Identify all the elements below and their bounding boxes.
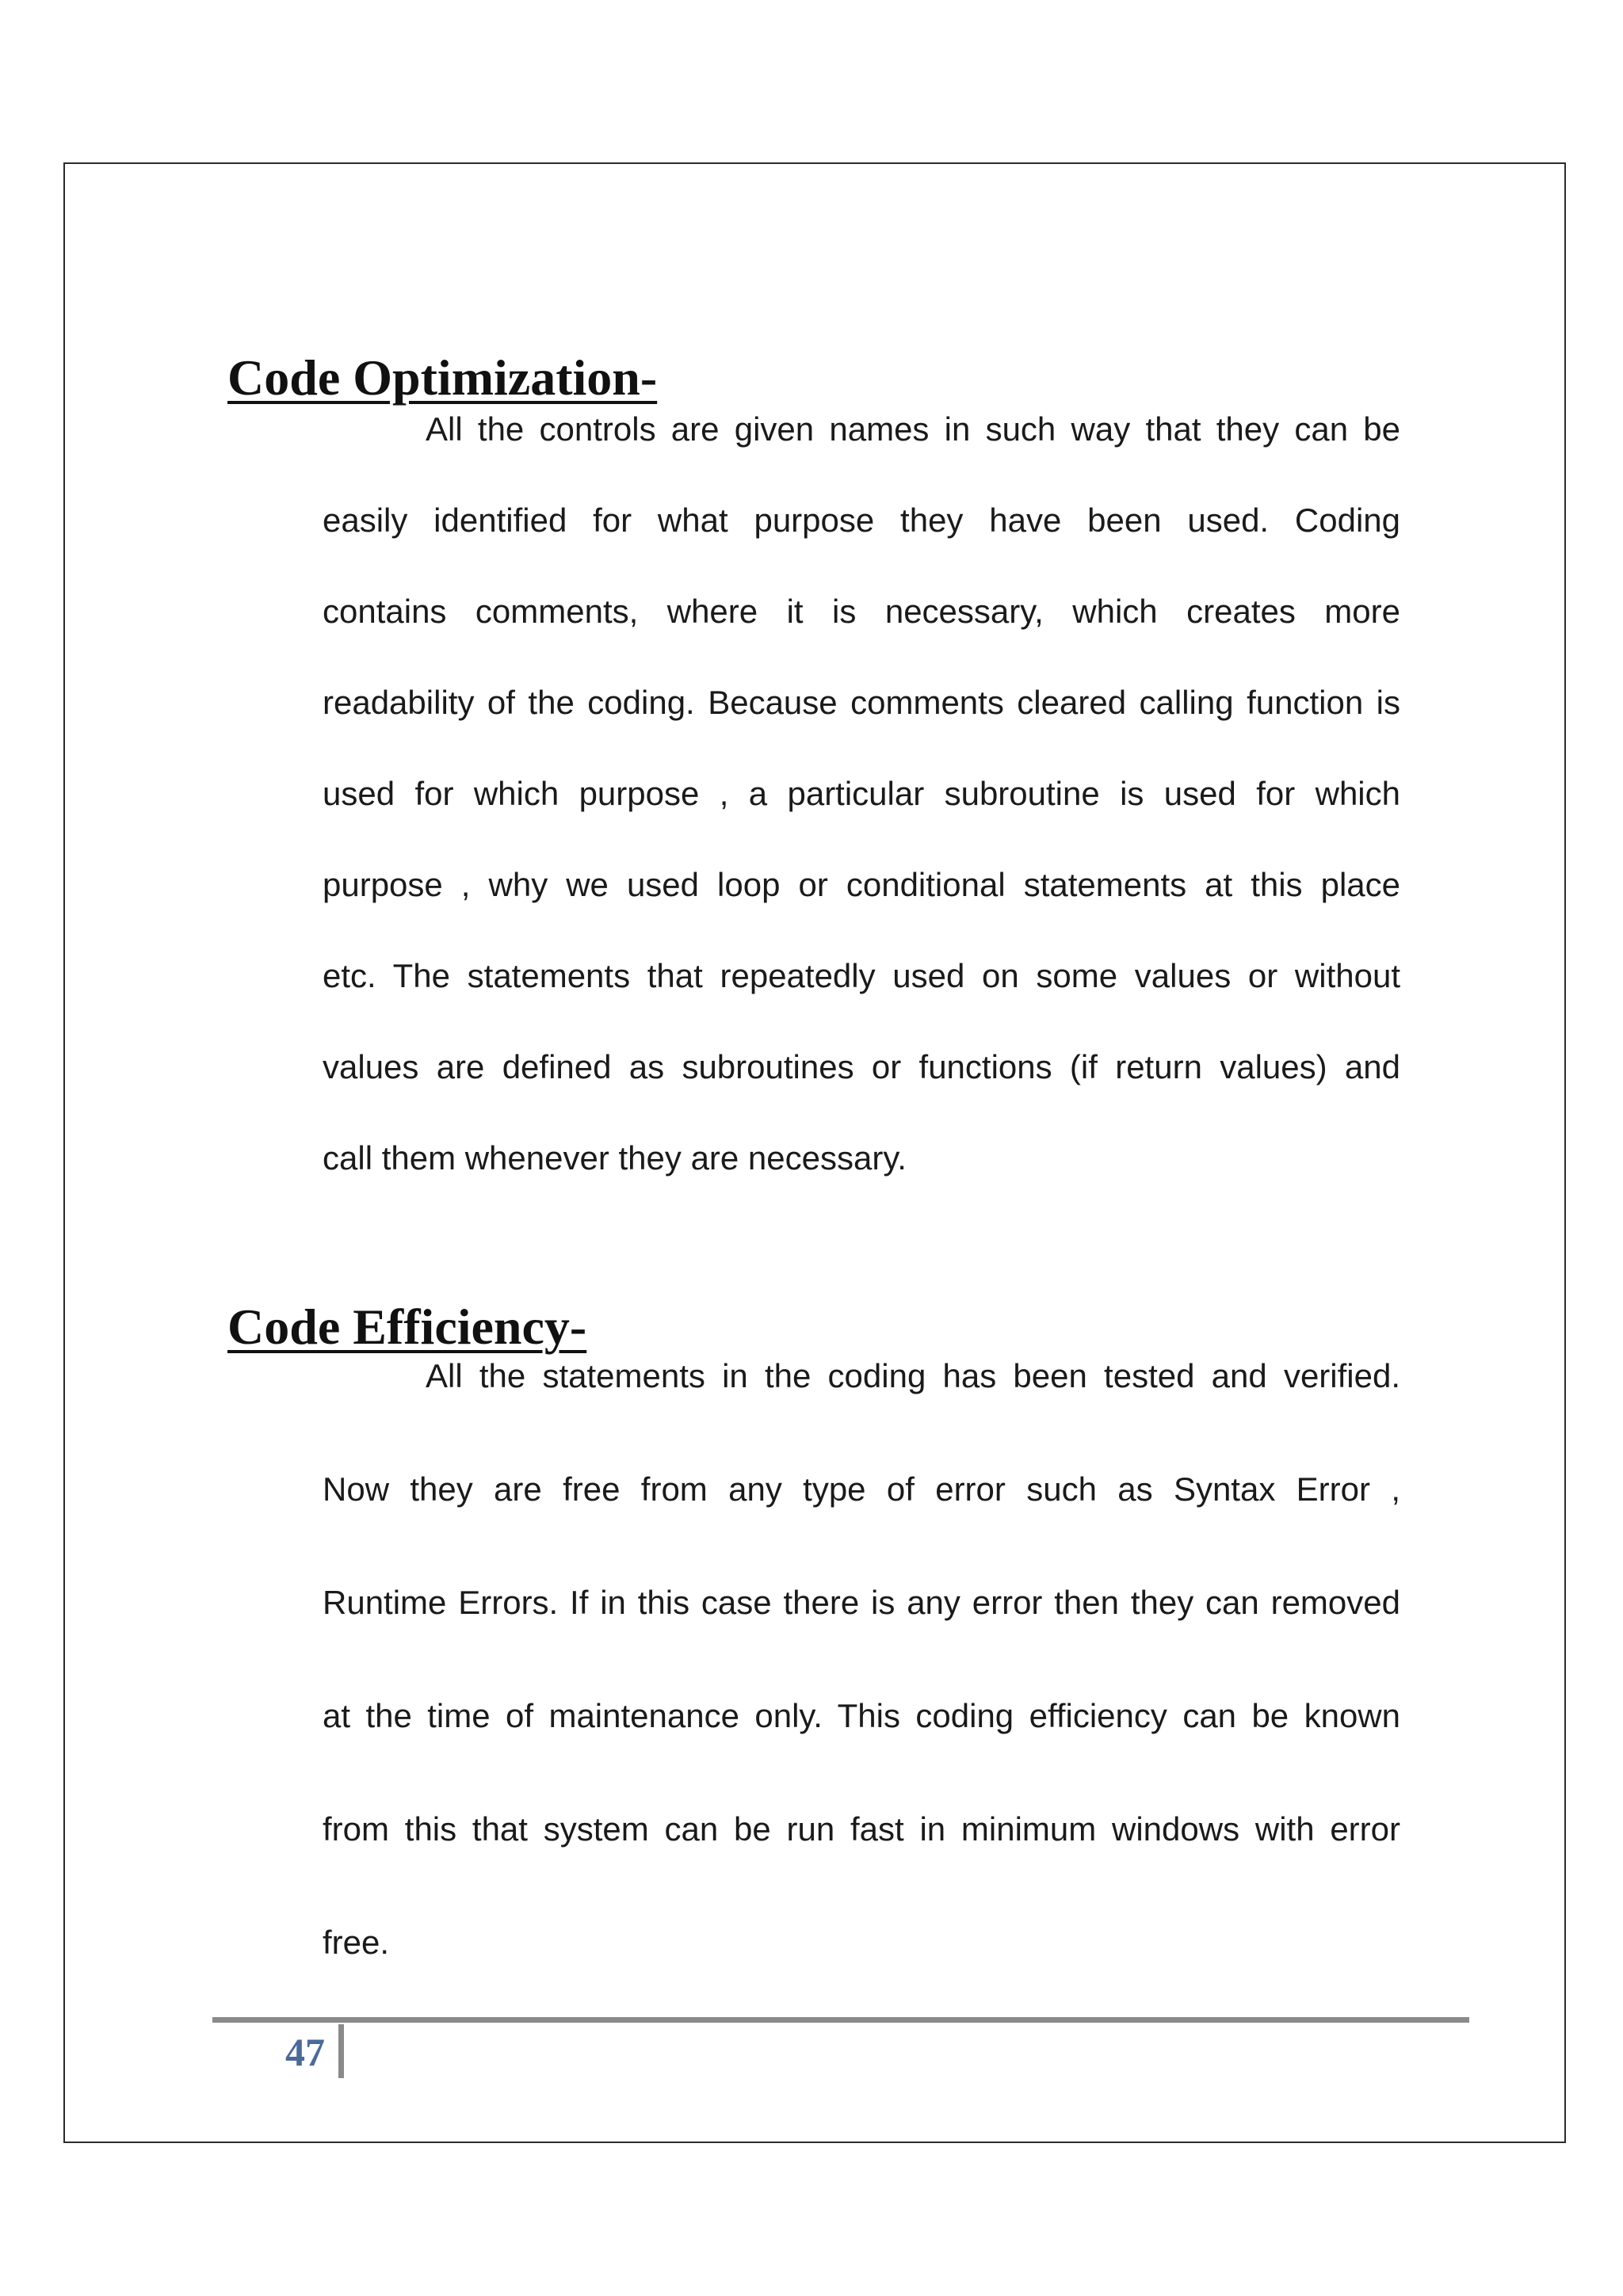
paragraph-line: easily identified for what purpose they have been used. Coding — [323, 502, 1400, 539]
paragraph-line: free. — [323, 1924, 390, 1961]
paragraph-line: Runtime Errors. If in this case there is any error then they can removed — [323, 1584, 1400, 1621]
paragraph-line: Now they are free from any type of error such as Syntax Error , — [323, 1470, 1400, 1508]
paragraph-line: etc. The statements that repeatedly used on some values or without — [323, 957, 1400, 994]
paragraph-line: call them whenever they are necessary. — [323, 1139, 907, 1177]
paragraph-line: All the controls are given names in such way that they can be — [426, 410, 1400, 448]
paragraph-line: contains comments, where it is necessary, which creates more — [323, 593, 1400, 630]
paragraph-line: All the statements in the coding has been tested and verified. — [426, 1357, 1400, 1394]
section-body-code-efficiency — [323, 1351, 1400, 2031]
section-body-code-optimization — [323, 404, 1400, 1224]
footer-rule — [212, 2017, 1469, 2023]
page-number-divider — [338, 2024, 344, 2078]
paragraph-line: at the time of maintenance only. This coding efficiency can be known — [323, 1697, 1400, 1734]
paragraph-line: from this that system can be run fast in minimum windows with error — [323, 1810, 1400, 1848]
section-heading-code-efficiency: Code Efficiency- — [227, 1299, 587, 1355]
paragraph-line: purpose , why we used loop or conditional statements at this place — [323, 866, 1400, 903]
paragraph-line: readability of the coding. Because comments cleared calling function is — [323, 684, 1400, 721]
paragraph-line: values are defined as subroutines or functions (if return values) and — [323, 1048, 1400, 1085]
page-number: 47 — [285, 2030, 325, 2074]
section-heading-code-optimization: Code Optimization- — [227, 349, 658, 406]
paragraph-line: used for which purpose , a particular subroutine is used for which — [323, 775, 1400, 812]
